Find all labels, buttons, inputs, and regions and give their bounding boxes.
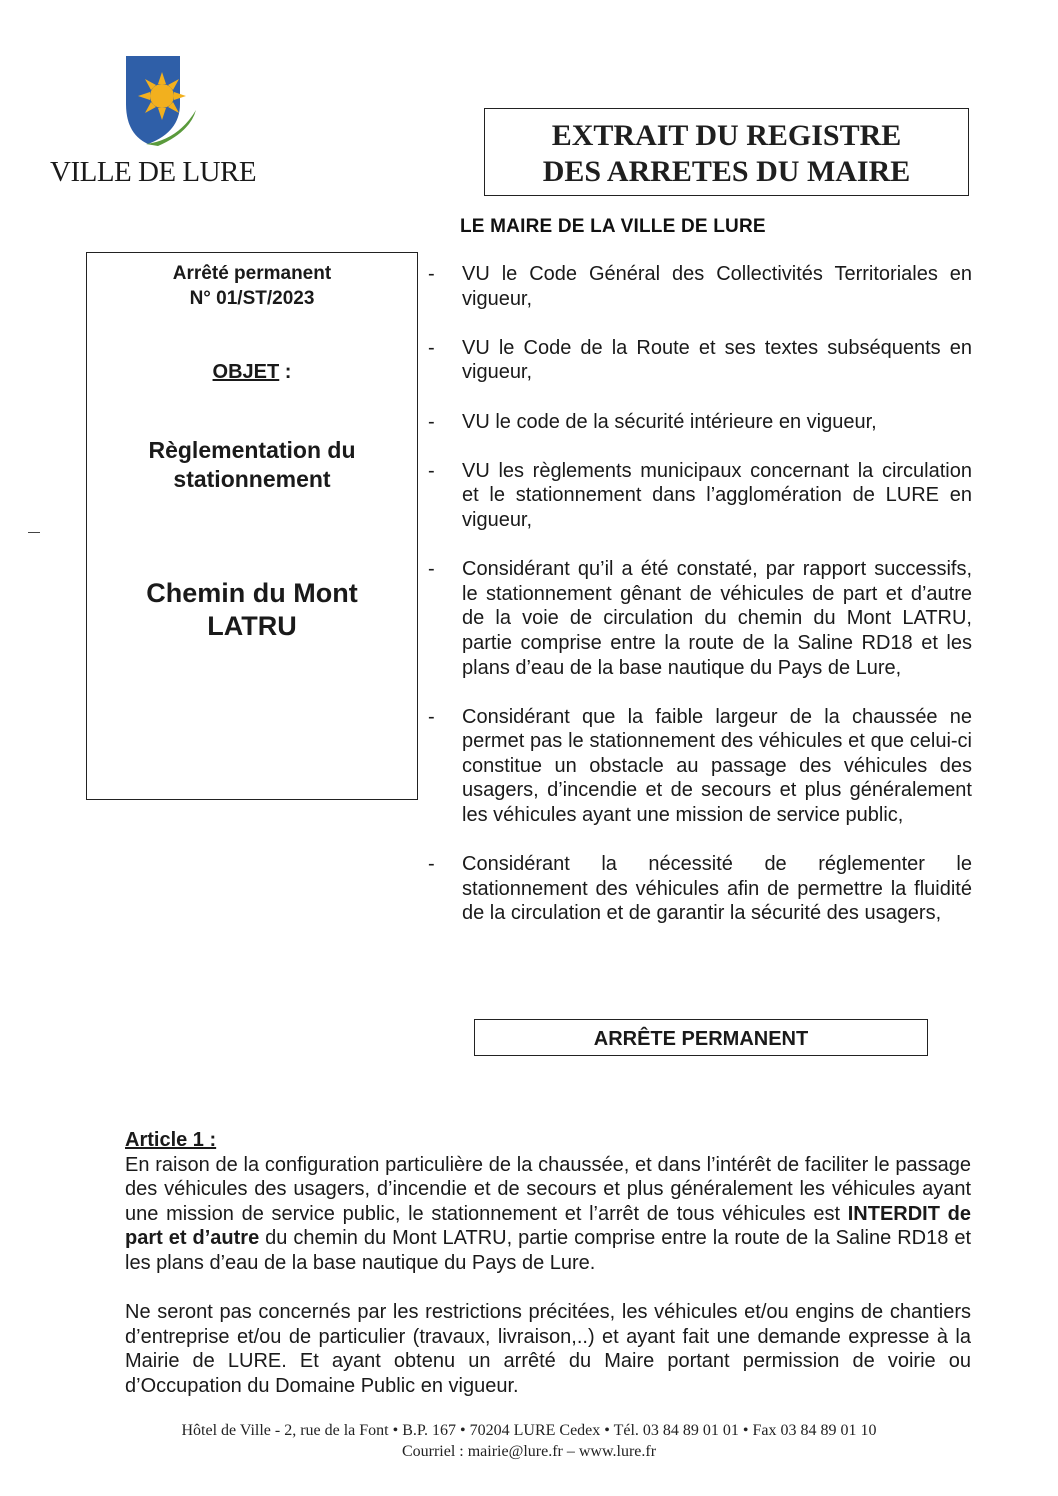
article-title: Article 1 : xyxy=(125,1129,217,1151)
dash-bullet: - xyxy=(428,263,435,285)
article-paragraph-1 xyxy=(125,1153,971,1276)
article-p1-before: En raison de la configuration particulière de la chaussée, et dans l’intérêt de faciliter le passage des véhicules des usagers, d’incendie et de secours et plus généralement les véhicules ayant une mission de service public, le stationnement et l’arrêt de tous véhicules est xyxy=(125,1153,971,1225)
register-title-line1: EXTRAIT DU REGISTRE xyxy=(551,119,902,152)
dash-bullet: - xyxy=(428,853,435,876)
considerant-text: VU les règlements municipaux concernant la circulation et le stationnement dans l’agglomération de LURE en vigueur, xyxy=(462,459,972,531)
objet-label-suffix: : xyxy=(279,361,292,383)
considerant-text: Considérant la nécessité de réglementer le stationnement des véhicules afin de permettre la fluidité de la circulation et de garantir la sécurité des usagers, xyxy=(462,853,972,925)
considerant-text: VU le Code de la Route et ses textes subséquents en vigueur, xyxy=(462,336,972,384)
dash-bullet: - xyxy=(428,410,435,433)
shield-sun-icon xyxy=(118,52,208,152)
location xyxy=(87,577,417,643)
article-paragraph-2: Ne seront pas concernés par les restrictions précitées, les véhicules et/ou engins de chantiers d’entreprise et/ou de particulier (travaux, livraison,..) et ayant fait une demande expresse à la Mairie de LURE. Et ayant obtenu un arrêté du Maire portant permission de voirie ou d’Occupation du Domaine Public en vigueur. xyxy=(125,1301,971,1397)
arrete-summary-box xyxy=(86,252,418,800)
considerant-text: VU le Code Général des Collectivités Territoriales en vigueur, xyxy=(462,263,972,310)
subject-line2: stationnement xyxy=(173,466,331,492)
decision-box: ARRÊTE PERMANENT xyxy=(474,1019,928,1056)
dash-bullet: - xyxy=(428,459,435,482)
list-item xyxy=(428,336,972,385)
considerant-text: Considérant que la faible largeur de la chaussée ne permet pas le stationnement des véhicules et que celui-ci constitue un obstacle au passage des véhicules des usagers, d’incendie et de secours et plus généralement les véhicules ayant une mission de service public, xyxy=(462,705,972,827)
location-line1: Chemin du Mont xyxy=(146,578,358,608)
considerant-text: Considérant qu’il a été constaté, par rapport successifs, le stationnement gênant de véhicules de part et d’autre de la voie de circulation du chemin du Mont LATRU, partie comprise entre la route de la Saline RD18 et les plans d’eau de la base nautique du Pays de Lure, xyxy=(462,558,972,679)
footer-address: Hôtel de Ville - 2, rue de la Font • B.P. 167 • 70204 LURE Cedex • Tél. 03 84 89 01 01 • Fax 03 84 89 01 10 xyxy=(181,1422,877,1439)
considerant-text: VU le code de la sécurité intérieure en vigueur, xyxy=(462,410,877,433)
register-title-line2: DES ARRETES DU MAIRE xyxy=(542,155,911,188)
margin-mark xyxy=(28,532,40,533)
considerants-list xyxy=(428,262,972,951)
register-title-box xyxy=(484,108,969,196)
objet-label-text: OBJET xyxy=(212,361,280,383)
objet-label xyxy=(87,361,417,384)
list-item xyxy=(428,459,972,533)
subject-line1: Règlementation du xyxy=(148,437,356,463)
article-p1-after: du chemin du Mont LATRU, partie comprise entre la route de la Saline RD18 et les plans d’eau de la base nautique du Pays de Lure. xyxy=(125,1227,971,1274)
list-item xyxy=(428,852,972,926)
maire-heading: LE MAIRE DE LA VILLE DE LURE xyxy=(460,216,766,237)
list-item xyxy=(428,557,972,680)
dash-bullet: - xyxy=(428,336,435,359)
arrete-type: Arrêté permanent xyxy=(172,263,332,284)
article-p1-bold: INTERDIT de part et d’autre xyxy=(125,1202,971,1250)
city-logo xyxy=(118,52,208,152)
footer-contact: Courriel : mairie@lure.fr – www.lure.fr xyxy=(401,1443,657,1460)
city-name: VILLE DE LURE xyxy=(50,156,257,188)
list-item xyxy=(428,262,972,311)
arrete-number: N° 01/ST/2023 xyxy=(189,288,315,309)
dash-bullet: - xyxy=(428,705,435,728)
article-1 xyxy=(125,1128,971,1423)
list-item xyxy=(428,705,972,828)
list-item xyxy=(428,410,972,435)
dash-bullet: - xyxy=(428,558,435,581)
location-line2: LATRU xyxy=(207,611,297,641)
subject xyxy=(87,436,417,494)
